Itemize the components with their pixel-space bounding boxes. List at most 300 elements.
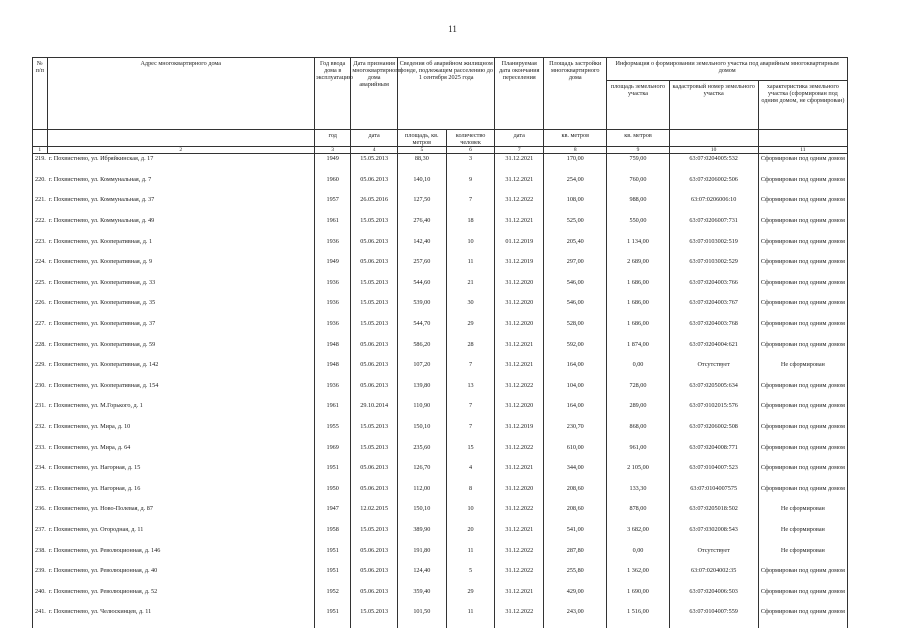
cell-row-number: 237. [35, 525, 46, 533]
cell-land-area: 2 689,00 [607, 257, 669, 278]
cell-cadastral: 63:07:0104007:559 [669, 607, 758, 628]
cell-row-number: 229. [35, 361, 46, 369]
cell-land-area: 961,00 [607, 443, 669, 464]
cell-status: Сформирован под одним домом [758, 237, 847, 258]
cell-land-area: 728,00 [607, 381, 669, 402]
cell-planned-date: 31.12.2021 [495, 463, 544, 484]
cell-status: Сформирован под одним домом [758, 587, 847, 608]
table-row [33, 587, 848, 608]
table-row [33, 525, 848, 546]
cell-status: Сформирован под одним домом [758, 278, 847, 299]
cell-land-area: 760,00 [607, 175, 669, 196]
cell-row-number: 223. [35, 237, 46, 245]
cell-status: Не сформирован [758, 360, 847, 381]
cell-year: 1955 [315, 422, 351, 443]
cell-building-area: 546,00 [544, 278, 607, 299]
cell-people: 3 [446, 154, 495, 175]
cell-address-text: г. Похвистнево, ул. Челюскинцев, д. 11 [48, 608, 152, 616]
cell-address [35, 401, 315, 422]
cell-year: 1951 [315, 546, 351, 567]
cell-year: 1936 [315, 298, 351, 319]
cell-row-number: 233. [35, 443, 46, 451]
cell-area: 101,50 [397, 607, 446, 628]
cell-emergency-date: 15.05.2013 [351, 154, 398, 175]
cell-building-area: 297,00 [544, 257, 607, 278]
cell-row-number: 219. [35, 155, 46, 163]
cell-people: 8 [446, 484, 495, 505]
cell-people: 11 [446, 546, 495, 567]
cell-people: 15 [446, 443, 495, 464]
table-row [33, 298, 848, 319]
cell-emergency-date: 26.05.2016 [351, 195, 398, 216]
cell-land-area: 0,00 [607, 546, 669, 567]
cell-emergency-date: 05.06.2013 [351, 340, 398, 361]
cell-land-area: 2 105,00 [607, 463, 669, 484]
col-number-6: 6 [446, 147, 495, 154]
cell-year: 1951 [315, 566, 351, 587]
cell-address-text: г. Похвистнево, ул. Коммунальная, д. 49 [48, 217, 155, 225]
cell-address [35, 484, 315, 505]
cell-emergency-date: 05.06.2013 [351, 381, 398, 402]
cell-year: 1936 [315, 381, 351, 402]
cell-address [35, 195, 315, 216]
cell-address [35, 319, 315, 340]
cell-people: 30 [446, 298, 495, 319]
cell-emergency-date: 15.05.2013 [351, 443, 398, 464]
header-col-residents: Сведения об аварийном жилищном фонде, подлежащем расселению до 1 сентября 2025 года [397, 58, 494, 130]
cell-row-number: 238. [35, 546, 46, 554]
cell-year: 1936 [315, 319, 351, 340]
cell-status: Сформирован под одним домом [758, 401, 847, 422]
cell-land-area: 289,00 [607, 401, 669, 422]
cell-address [35, 216, 315, 237]
cell-building-area: 164,00 [544, 360, 607, 381]
cell-building-area: 255,80 [544, 566, 607, 587]
cell-people: 5 [446, 566, 495, 587]
cell-planned-date: 31.12.2021 [495, 587, 544, 608]
cell-address [35, 278, 315, 299]
cell-planned-date: 31.12.2022 [495, 443, 544, 464]
cell-emergency-date: 15.05.2013 [351, 607, 398, 628]
cell-year: 1936 [315, 237, 351, 258]
cell-address-text: г. Похвистнево, ул. Ибряйкинская, д. 17 [48, 155, 154, 163]
cell-people: 29 [446, 319, 495, 340]
cell-building-area: 205,40 [544, 237, 607, 258]
cell-status: Сформирован под одним домом [758, 298, 847, 319]
header-col-characteristic: характеристика земельного участка (сформирован под одним домом, не сформирован) [758, 81, 847, 130]
cell-planned-date: 31.12.2020 [495, 298, 544, 319]
cell-status: Не сформирован [758, 504, 847, 525]
col-number-9: 9 [607, 147, 669, 154]
cell-emergency-date: 05.06.2013 [351, 587, 398, 608]
cell-area: 124,40 [397, 566, 446, 587]
cell-land-area: 1 686,00 [607, 319, 669, 340]
cell-row-number: 234. [35, 464, 46, 472]
cell-planned-date: 31.12.2021 [495, 154, 544, 175]
cell-address-text: г. Похвистнево, ул. Кооперативная, д. 33 [48, 278, 156, 286]
cell-year: 1969 [315, 443, 351, 464]
cell-address-text: г. Похвистнево, ул. Коммунальная, д. 7 [48, 175, 152, 183]
cell-cadastral: 63:07:0205005:634 [669, 381, 758, 402]
cell-area: 359,40 [397, 587, 446, 608]
table-body [33, 154, 848, 628]
header-unit-empty-4 [758, 130, 847, 147]
cell-address-text: г. Похвистнево, ул. Ново-Полевая, д. 87 [48, 505, 153, 513]
cell-land-area: 133,30 [607, 484, 669, 505]
col-number-1: 1 [33, 147, 48, 154]
table-row [33, 607, 848, 628]
cell-planned-date: 01.12.2019 [495, 237, 544, 258]
cell-people: 7 [446, 401, 495, 422]
cell-address-text: г. Похвистнево, ул. Огородная, д. 11 [48, 525, 144, 533]
cell-planned-date: 31.12.2021 [495, 360, 544, 381]
cell-row-number: 231. [35, 402, 46, 410]
cell-address [35, 463, 315, 484]
header-unit-building-area: кв. метров [544, 130, 607, 147]
col-number-2: 2 [47, 147, 315, 154]
cell-land-area: 1 362,00 [607, 566, 669, 587]
cell-people: 7 [446, 360, 495, 381]
cell-people: 29 [446, 587, 495, 608]
cell-cadastral: 63:07:0206006:10 [669, 195, 758, 216]
cell-emergency-date: 05.06.2013 [351, 237, 398, 258]
cell-address-text: г. Похвистнево, ул. Революционная, д. 146 [48, 546, 161, 554]
cell-status: Сформирован под одним домом [758, 422, 847, 443]
table-row [33, 257, 848, 278]
cell-area: 276,40 [397, 216, 446, 237]
cell-area: 112,00 [397, 484, 446, 505]
cell-address-text: г. Похвистнево, ул. Мира, д. 10 [48, 422, 131, 430]
cell-cadastral: 63:07:0204003:767 [669, 298, 758, 319]
cell-people: 20 [446, 525, 495, 546]
table-row [33, 216, 848, 237]
cell-address [35, 360, 315, 381]
cell-building-area: 610,00 [544, 443, 607, 464]
cell-planned-date: 31.12.2021 [495, 525, 544, 546]
cell-year: 1948 [315, 360, 351, 381]
cell-status: Не сформирован [758, 525, 847, 546]
cell-land-area: 1 874,00 [607, 340, 669, 361]
cell-people: 10 [446, 504, 495, 525]
cell-emergency-date: 29.10.2014 [351, 401, 398, 422]
cell-row-number: 230. [35, 381, 46, 389]
table-row [33, 319, 848, 340]
cell-cadastral: 63:07:0206002:508 [669, 422, 758, 443]
cell-people: 18 [446, 216, 495, 237]
cell-building-area: 108,00 [544, 195, 607, 216]
cell-address-text: г. Похвистнево, ул. Кооперативная, д. 59 [48, 340, 156, 348]
table-row [33, 360, 848, 381]
cell-emergency-date: 05.06.2013 [351, 257, 398, 278]
cell-people: 11 [446, 607, 495, 628]
cell-row-number: 239. [35, 567, 46, 575]
table-row [33, 401, 848, 422]
cell-address [35, 443, 315, 464]
cell-emergency-date: 15.05.2013 [351, 319, 398, 340]
cell-planned-date: 31.12.2020 [495, 278, 544, 299]
cell-people: 28 [446, 340, 495, 361]
cell-row-number: 227. [35, 320, 46, 327]
cell-address-text: г. Похвистнево, ул. Мира, д. 64 [48, 443, 131, 451]
cell-land-area: 3 682,00 [607, 525, 669, 546]
cell-building-area: 592,00 [544, 340, 607, 361]
cell-area: 586,20 [397, 340, 446, 361]
cell-year: 1952 [315, 587, 351, 608]
cell-building-area: 230,70 [544, 422, 607, 443]
table-row [33, 381, 848, 402]
cell-people: 11 [446, 257, 495, 278]
cell-people: 7 [446, 195, 495, 216]
cell-planned-date: 31.12.2022 [495, 566, 544, 587]
cell-area: 544,70 [397, 319, 446, 340]
cell-row-number: 232. [35, 422, 46, 430]
cell-address [35, 175, 315, 196]
table-row [33, 484, 848, 505]
table-row [33, 443, 848, 464]
cell-address [35, 525, 315, 546]
cell-emergency-date: 05.06.2013 [351, 175, 398, 196]
col-number-10: 10 [669, 147, 758, 154]
cell-address [35, 257, 315, 278]
cell-status: Сформирован под одним домом [758, 340, 847, 361]
cell-cadastral: 63:07:0204005:532 [669, 154, 758, 175]
cell-building-area: 170,00 [544, 154, 607, 175]
header-unit-area: площадь, кв. метров [397, 130, 446, 147]
cell-emergency-date: 05.06.2013 [351, 463, 398, 484]
cell-cadastral: 63:07:0302008:543 [669, 525, 758, 546]
cell-emergency-date: 15.05.2013 [351, 298, 398, 319]
cell-address [35, 381, 315, 402]
cell-cadastral: 63:07:0204003:766 [669, 278, 758, 299]
cell-address-text: г. Похвистнево, ул. М.Горького, д. 1 [48, 402, 143, 410]
cell-year: 1948 [315, 340, 351, 361]
cell-planned-date: 31.12.2019 [495, 422, 544, 443]
cell-people: 21 [446, 278, 495, 299]
cell-address-text: г. Похвистнево, ул. Революционная, д. 52 [48, 587, 158, 595]
header-col-address: Адрес многоквартирного дома [47, 58, 315, 130]
table-row [33, 278, 848, 299]
cell-year: 1949 [315, 154, 351, 175]
header-unit-empty-2 [47, 130, 315, 147]
cell-emergency-date: 12.02.2015 [351, 504, 398, 525]
cell-address [35, 154, 315, 175]
cell-year: 1961 [315, 401, 351, 422]
header-unit-land-area: кв. метров [607, 130, 669, 147]
cell-people: 4 [446, 463, 495, 484]
cell-row-number: 226. [35, 299, 46, 307]
cell-emergency-date: 15.05.2013 [351, 216, 398, 237]
cell-address [35, 422, 315, 443]
cell-status: Сформирован под одним домом [758, 195, 847, 216]
emergency-housing-table [32, 57, 848, 628]
cell-address-text: г. Похвистнево, ул. Кооперативная, д. 1 [48, 237, 153, 245]
cell-year: 1936 [315, 278, 351, 299]
cell-land-area: 878,00 [607, 504, 669, 525]
cell-year: 1947 [315, 504, 351, 525]
cell-building-area: 208,60 [544, 504, 607, 525]
cell-building-area: 254,00 [544, 175, 607, 196]
cell-address-text: г. Похвистнево, ул. Коммунальная, д. 37 [48, 196, 155, 204]
cell-address-text: г. Похвистнево, ул. Кооперативная, д. 142 [48, 361, 159, 369]
header-unit-date: дата [351, 130, 398, 147]
cell-address-text: г. Похвистнево, ул. Кооперативная, д. 37 [48, 320, 156, 327]
cell-planned-date: 31.12.2022 [495, 195, 544, 216]
cell-row-number: 228. [35, 340, 46, 348]
cell-building-area: 528,00 [544, 319, 607, 340]
cell-land-area: 1 516,00 [607, 607, 669, 628]
cell-land-area: 1 690,00 [607, 587, 669, 608]
cell-planned-date: 31.12.2022 [495, 381, 544, 402]
cell-address-text: г. Похвистнево, ул. Нагорная, д. 16 [48, 484, 141, 492]
cell-year: 1949 [315, 257, 351, 278]
header-unit-empty-3 [669, 130, 758, 147]
cell-planned-date: 31.12.2020 [495, 484, 544, 505]
cell-people: 10 [446, 237, 495, 258]
cell-status: Не сформирован [758, 546, 847, 567]
cell-year: 1960 [315, 175, 351, 196]
cell-address-text: г. Похвистнево, ул. Кооперативная, д. 9 [48, 258, 153, 266]
cell-building-area: 164,00 [544, 401, 607, 422]
cell-area: 110,90 [397, 401, 446, 422]
cell-emergency-date: 15.05.2013 [351, 278, 398, 299]
cell-status: Сформирован под одним домом [758, 319, 847, 340]
col-number-8: 8 [544, 147, 607, 154]
header-col-land-area: площадь земельного участка [607, 81, 669, 130]
header-unit-year: год [315, 130, 351, 147]
table-row [33, 154, 848, 175]
cell-area: 539,00 [397, 298, 446, 319]
table-row [33, 340, 848, 361]
cell-emergency-date: 05.06.2013 [351, 546, 398, 567]
header-col-emergency-date: Дата признания многоквартирного дома аварийным [351, 58, 398, 130]
cell-planned-date: 31.12.2021 [495, 340, 544, 361]
cell-address [35, 340, 315, 361]
cell-land-area: 988,00 [607, 195, 669, 216]
cell-area: 235,60 [397, 443, 446, 464]
cell-cadastral: 63:07:0204004:621 [669, 340, 758, 361]
cell-cadastral: 63:07:0103002:529 [669, 257, 758, 278]
cell-building-area: 344,00 [544, 463, 607, 484]
cell-address [35, 566, 315, 587]
table-row [33, 175, 848, 196]
cell-cadastral: Отсутствует [669, 360, 758, 381]
cell-cadastral: 63:07:0204006:503 [669, 587, 758, 608]
cell-address [35, 607, 315, 628]
cell-planned-date: 31.12.2022 [495, 504, 544, 525]
cell-land-area: 759,00 [607, 154, 669, 175]
cell-cadastral: 63:07:0104007575 [669, 484, 758, 505]
cell-row-number: 222. [35, 217, 46, 225]
cell-year: 1951 [315, 463, 351, 484]
cell-area: 544,60 [397, 278, 446, 299]
table-header [33, 58, 848, 154]
cell-area: 127,50 [397, 195, 446, 216]
col-number-7: 7 [495, 147, 544, 154]
cell-year: 1961 [315, 216, 351, 237]
header-col-cadastral: кадастровый номер земельного участка [669, 81, 758, 130]
cell-area: 257,60 [397, 257, 446, 278]
cell-area: 140,10 [397, 175, 446, 196]
cell-row-number: 220. [35, 175, 46, 183]
cell-row-number: 240. [35, 587, 46, 595]
cell-year: 1957 [315, 195, 351, 216]
cell-address [35, 298, 315, 319]
header-col-planned-date: Планируемая дата окончания переселения [495, 58, 544, 130]
header-unit-people: количество человек [446, 130, 495, 147]
cell-address-text: г. Похвистнево, ул. Нагорная, д. 15 [48, 464, 141, 472]
cell-area: 139,80 [397, 381, 446, 402]
table-row [33, 422, 848, 443]
cell-year: 1958 [315, 525, 351, 546]
cell-cadastral: 63:07:0206007:731 [669, 216, 758, 237]
cell-address [35, 237, 315, 258]
cell-building-area: 429,00 [544, 587, 607, 608]
cell-status: Сформирован под одним домом [758, 443, 847, 464]
header-unit-empty-1 [33, 130, 48, 147]
cell-emergency-date: 05.06.2013 [351, 360, 398, 381]
cell-status: Сформирован под одним домом [758, 381, 847, 402]
cell-building-area: 208,60 [544, 484, 607, 505]
cell-status: Сформирован под одним домом [758, 607, 847, 628]
cell-row-number: 236. [35, 505, 46, 513]
cell-year: 1951 [315, 607, 351, 628]
header-col-year: Год ввода дома в эксплуатацию [315, 58, 351, 130]
cell-row-number: 224. [35, 258, 46, 266]
cell-area: 126,70 [397, 463, 446, 484]
cell-planned-date: 31.12.2019 [495, 257, 544, 278]
cell-planned-date: 31.12.2022 [495, 546, 544, 567]
cell-land-area: 1 686,00 [607, 298, 669, 319]
table-row [33, 546, 848, 567]
cell-land-area: 1 686,00 [607, 278, 669, 299]
cell-cadastral: Отсутствует [669, 546, 758, 567]
col-number-11: 11 [758, 147, 847, 154]
header-col-building-area: Площадь застройки многоквартирного дома [544, 58, 607, 130]
cell-cadastral: 63:07:0205018:502 [669, 504, 758, 525]
cell-address-text: г. Похвистнево, ул. Кооперативная, д. 154 [48, 381, 159, 389]
cell-emergency-date: 05.06.2013 [351, 484, 398, 505]
table-row [33, 463, 848, 484]
cell-planned-date: 31.12.2020 [495, 401, 544, 422]
cell-cadastral: 63:07:0204008:771 [669, 443, 758, 464]
cell-row-number: 221. [35, 196, 46, 204]
cell-status: Сформирован под одним домом [758, 484, 847, 505]
cell-cadastral: 63:07:0204002:35 [669, 566, 758, 587]
table-row [33, 195, 848, 216]
cell-emergency-date: 15.05.2013 [351, 422, 398, 443]
cell-status: Сформирован под одним домом [758, 154, 847, 175]
cell-people: 7 [446, 422, 495, 443]
cell-status: Сформирован под одним домом [758, 216, 847, 237]
cell-row-number: 235. [35, 484, 46, 492]
cell-area: 150,10 [397, 504, 446, 525]
header-col-num: № п/п [33, 58, 48, 130]
cell-building-area: 525,00 [544, 216, 607, 237]
cell-emergency-date: 15.05.2013 [351, 525, 398, 546]
cell-cadastral: 63:07:0103002:519 [669, 237, 758, 258]
cell-building-area: 287,80 [544, 546, 607, 567]
cell-building-area: 104,00 [544, 381, 607, 402]
cell-address [35, 587, 315, 608]
cell-row-number: 225. [35, 278, 46, 286]
cell-address [35, 504, 315, 525]
cell-area: 88,30 [397, 154, 446, 175]
cell-cadastral: 63:07:0104007:523 [669, 463, 758, 484]
cell-area: 389,90 [397, 525, 446, 546]
cell-area: 191,80 [397, 546, 446, 567]
cell-land-area: 1 134,00 [607, 237, 669, 258]
col-number-4: 4 [351, 147, 398, 154]
